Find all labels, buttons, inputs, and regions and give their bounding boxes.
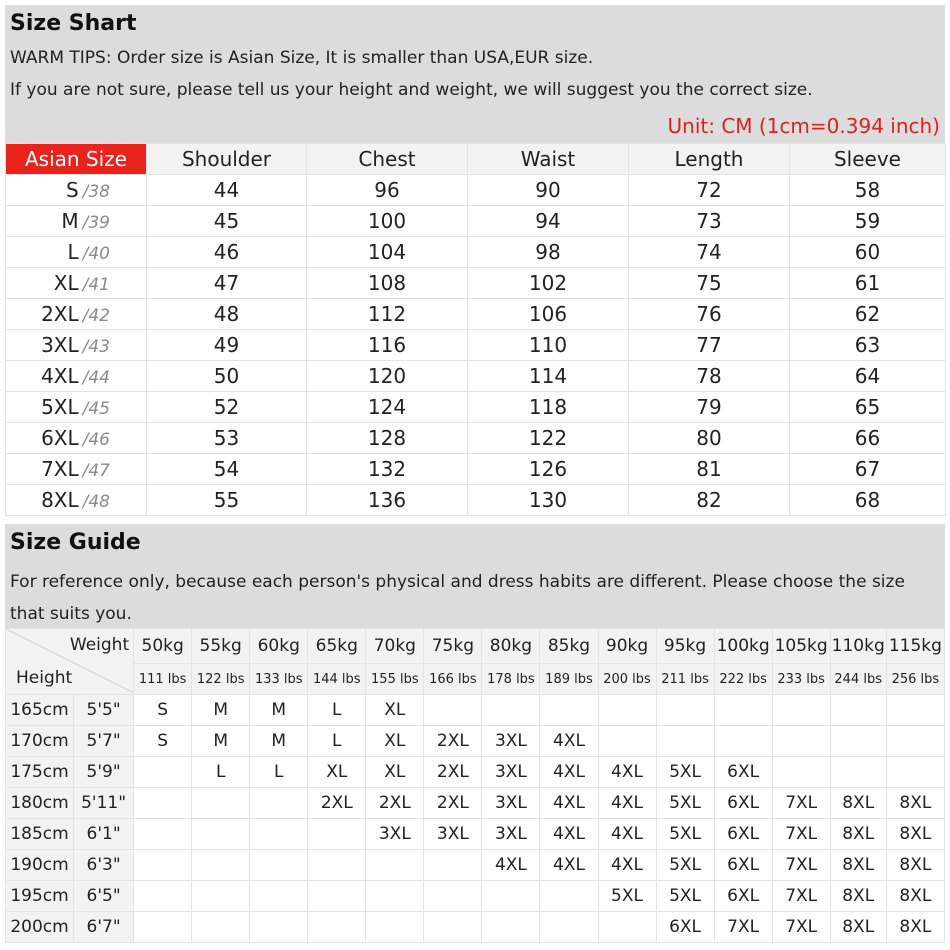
recommended-size-cell (134, 819, 192, 850)
recommended-size-cell (772, 695, 830, 726)
size-row (6, 268, 946, 299)
height-cm-cell: 190cm (6, 850, 74, 881)
measurement-cell: 50 (147, 361, 307, 392)
recommended-size-cell: 3XL (482, 757, 540, 788)
recommended-size-cell: 2XL (424, 788, 482, 819)
size-row (6, 237, 946, 268)
recommended-size-cell: 5XL (656, 850, 714, 881)
recommended-size-cell (830, 726, 886, 757)
column-header: Sleeve (790, 144, 946, 175)
measurement-cell: 66 (790, 423, 946, 454)
measurement-cell: 126 (468, 454, 629, 485)
measurement-cell: 64 (790, 361, 946, 392)
size-label: 4XL (41, 364, 79, 388)
size-label: 6XL (41, 426, 79, 450)
size-cell (6, 423, 147, 454)
size-cell (6, 392, 147, 423)
recommended-size-cell (772, 757, 830, 788)
recommended-size-cell: 5XL (598, 881, 656, 912)
recommended-size-cell (366, 912, 424, 943)
recommended-size-cell (134, 912, 192, 943)
recommended-size-cell: 3XL (482, 788, 540, 819)
size-row (6, 330, 946, 361)
size-row (6, 299, 946, 330)
measurement-cell: 104 (307, 237, 468, 268)
height-ft-cell: 5'7" (74, 726, 134, 757)
measurement-cell: 77 (629, 330, 790, 361)
recommended-size-cell (192, 881, 250, 912)
size-guide-description: For reference only, because each person's physical and dress habits are different. Please choose the size that suits you. (10, 572, 905, 624)
recommended-size-cell: S (134, 695, 192, 726)
size-chart-section (5, 5, 945, 517)
recommended-size-cell (830, 695, 886, 726)
height-row (6, 695, 945, 726)
recommended-size-cell: 8XL (886, 850, 944, 881)
size-label: M (61, 209, 79, 233)
recommended-size-cell: XL (366, 695, 424, 726)
recommended-size-cell: M (192, 695, 250, 726)
height-row (6, 850, 945, 881)
measurement-cell: 48 (147, 299, 307, 330)
height-axis-label: Height (16, 668, 73, 688)
measurement-cell: 82 (629, 485, 790, 516)
measurement-cell: 108 (307, 268, 468, 299)
size-row (6, 392, 946, 423)
column-header: Chest (307, 144, 468, 175)
recommended-size-cell: M (250, 726, 308, 757)
recommended-size-cell: 5XL (656, 881, 714, 912)
warm-tips-line: WARM TIPS: Order size is Asian Size, It is smaller than USA,EUR size. (10, 48, 594, 68)
weight-kg-cell: 50kg (134, 629, 192, 664)
height-cm-cell: 185cm (6, 819, 74, 850)
weight-kg-cell: 80kg (482, 629, 540, 664)
recommended-size-cell: 3XL (424, 819, 482, 850)
recommended-size-cell: 6XL (656, 912, 714, 943)
height-row (6, 912, 945, 943)
height-ft-cell: 5'11" (74, 788, 134, 819)
measurement-cell: 63 (790, 330, 946, 361)
height-row (6, 726, 945, 757)
height-row (6, 819, 945, 850)
size-label: 7XL (41, 457, 79, 481)
recommended-size-cell (134, 788, 192, 819)
recommended-size-cell: XL (308, 757, 366, 788)
measurement-cell: 55 (147, 485, 307, 516)
recommended-size-cell: 6XL (714, 850, 772, 881)
weight-kg-cell: 110kg (830, 629, 886, 664)
weight-lbs-cell: 155 lbs (366, 664, 424, 695)
weight-kg-cell: 60kg (250, 629, 308, 664)
recommended-size-cell (250, 788, 308, 819)
measurement-cell: 116 (307, 330, 468, 361)
recommended-size-cell (886, 695, 944, 726)
size-cell (6, 175, 147, 206)
recommended-size-cell: 6XL (714, 788, 772, 819)
weight-axis-label: Weight (69, 635, 130, 655)
size-guide-title: Size Guide (10, 530, 141, 555)
measurement-cell: 61 (790, 268, 946, 299)
size-label: L (67, 240, 79, 264)
recommended-size-cell: 7XL (772, 881, 830, 912)
recommended-size-cell: 8XL (830, 850, 886, 881)
recommended-size-cell (656, 726, 714, 757)
recommended-size-cell (714, 695, 772, 726)
recommended-size-cell (482, 881, 540, 912)
size-guide-body (6, 629, 945, 943)
eu-size-label: /47 (82, 461, 110, 481)
column-header: Shoulder (147, 144, 307, 175)
measurement-cell: 114 (468, 361, 629, 392)
recommended-size-cell: 4XL (540, 757, 598, 788)
weight-lbs-cell: 256 lbs (886, 664, 944, 695)
size-chart-body (6, 175, 946, 516)
recommended-size-cell: 7XL (772, 912, 830, 943)
recommended-size-cell (424, 695, 482, 726)
measurement-cell: 136 (307, 485, 468, 516)
measurement-cell: 98 (468, 237, 629, 268)
size-guide-section (5, 524, 945, 944)
height-cm-cell: 195cm (6, 881, 74, 912)
weight-kg-cell: 55kg (192, 629, 250, 664)
weight-kg-cell: 100kg (714, 629, 772, 664)
measurement-cell: 96 (307, 175, 468, 206)
measurement-cell: 90 (468, 175, 629, 206)
recommended-size-cell: 6XL (714, 819, 772, 850)
recommended-size-cell: 8XL (830, 788, 886, 819)
size-cell (6, 485, 147, 516)
measurement-cell: 65 (790, 392, 946, 423)
measurement-cell: 76 (629, 299, 790, 330)
column-header: Waist (468, 144, 629, 175)
weight-kg-cell: 70kg (366, 629, 424, 664)
weight-kg-cell: 65kg (308, 629, 366, 664)
recommended-size-cell (598, 726, 656, 757)
measurement-cell: 81 (629, 454, 790, 485)
recommended-size-cell: M (192, 726, 250, 757)
unit-note: Unit: CM (1cm=0.394 inch) (667, 114, 940, 138)
recommended-size-cell: 8XL (886, 788, 944, 819)
recommended-size-cell (424, 912, 482, 943)
recommended-size-cell (598, 912, 656, 943)
recommended-size-cell: L (308, 695, 366, 726)
recommended-size-cell (250, 912, 308, 943)
weight-kg-row (6, 629, 945, 664)
recommended-size-cell: 7XL (772, 850, 830, 881)
recommended-size-cell: 8XL (886, 819, 944, 850)
recommended-size-cell: 6XL (714, 881, 772, 912)
measurement-cell: 73 (629, 206, 790, 237)
recommended-size-cell (830, 757, 886, 788)
size-label: 2XL (41, 302, 79, 326)
measurement-cell: 100 (307, 206, 468, 237)
recommended-size-cell (134, 757, 192, 788)
recommended-size-cell (714, 726, 772, 757)
recommended-size-cell (250, 850, 308, 881)
recommended-size-cell: 5XL (656, 757, 714, 788)
weight-lbs-cell: 189 lbs (540, 664, 598, 695)
recommended-size-cell (656, 695, 714, 726)
recommended-size-cell: 8XL (830, 819, 886, 850)
weight-lbs-cell: 166 lbs (424, 664, 482, 695)
height-cm-cell: 165cm (6, 695, 74, 726)
measurement-cell: 47 (147, 268, 307, 299)
height-cm-cell: 170cm (6, 726, 74, 757)
measurement-cell: 79 (629, 392, 790, 423)
size-cell (6, 361, 147, 392)
eu-size-label: /48 (82, 492, 110, 512)
weight-kg-cell: 105kg (772, 629, 830, 664)
size-row (6, 423, 946, 454)
height-row (6, 881, 945, 912)
recommended-size-cell (192, 850, 250, 881)
recommended-size-cell: 4XL (482, 850, 540, 881)
height-weight-tip-line: If you are not sure, please tell us your height and weight, we will suggest you the correct size. (10, 80, 813, 100)
size-chart-header-row (6, 144, 946, 175)
size-row (6, 454, 946, 485)
recommended-size-cell (540, 881, 598, 912)
measurement-cell: 58 (790, 175, 946, 206)
recommended-size-cell: 7XL (772, 788, 830, 819)
eu-size-label: /45 (82, 399, 110, 419)
recommended-size-cell: 8XL (886, 912, 944, 943)
recommended-size-cell (308, 819, 366, 850)
recommended-size-cell (482, 695, 540, 726)
recommended-size-cell (250, 819, 308, 850)
size-label: S (65, 178, 79, 202)
height-row (6, 757, 945, 788)
recommended-size-cell (308, 850, 366, 881)
measurement-cell: 132 (307, 454, 468, 485)
size-chart-header (5, 5, 945, 143)
size-chart-table (5, 143, 946, 516)
eu-size-label: /46 (82, 430, 110, 450)
measurement-cell: 94 (468, 206, 629, 237)
size-guide-table (5, 628, 945, 943)
measurement-cell: 46 (147, 237, 307, 268)
recommended-size-cell (308, 881, 366, 912)
height-ft-cell: 6'5" (74, 881, 134, 912)
measurement-cell: 72 (629, 175, 790, 206)
recommended-size-cell: 3XL (482, 819, 540, 850)
recommended-size-cell: 7XL (772, 819, 830, 850)
size-row (6, 175, 946, 206)
measurement-cell: 62 (790, 299, 946, 330)
recommended-size-cell (424, 850, 482, 881)
asian-size-header: Asian Size (6, 144, 147, 175)
eu-size-label: /39 (82, 213, 110, 233)
measurement-cell: 49 (147, 330, 307, 361)
recommended-size-cell: S (134, 726, 192, 757)
recommended-size-cell: 5XL (656, 788, 714, 819)
weight-lbs-cell: 178 lbs (482, 664, 540, 695)
measurement-cell: 59 (790, 206, 946, 237)
weight-kg-cell: 85kg (540, 629, 598, 664)
measurement-cell: 78 (629, 361, 790, 392)
recommended-size-cell: XL (366, 757, 424, 788)
recommended-size-cell (886, 757, 944, 788)
recommended-size-cell (192, 912, 250, 943)
recommended-size-cell (308, 912, 366, 943)
measurement-cell: 122 (468, 423, 629, 454)
recommended-size-cell: L (250, 757, 308, 788)
height-ft-cell: 5'5" (74, 695, 134, 726)
recommended-size-cell: 5XL (656, 819, 714, 850)
recommended-size-cell: 4XL (598, 819, 656, 850)
recommended-size-cell (886, 726, 944, 757)
recommended-size-cell (134, 850, 192, 881)
recommended-size-cell: 4XL (540, 788, 598, 819)
size-cell (6, 268, 147, 299)
eu-size-label: /40 (82, 244, 110, 264)
weight-kg-cell: 90kg (598, 629, 656, 664)
weight-lbs-cell: 133 lbs (250, 664, 308, 695)
size-cell (6, 237, 147, 268)
eu-size-label: /38 (82, 182, 110, 202)
recommended-size-cell: 4XL (540, 819, 598, 850)
recommended-size-cell: 8XL (830, 881, 886, 912)
recommended-size-cell: 4XL (598, 788, 656, 819)
size-row (6, 485, 946, 516)
height-ft-cell: 6'7" (74, 912, 134, 943)
recommended-size-cell (250, 881, 308, 912)
recommended-size-cell: M (250, 695, 308, 726)
height-ft-cell: 5'9" (74, 757, 134, 788)
size-guide-header (5, 524, 945, 628)
weight-kg-cell: 75kg (424, 629, 482, 664)
weight-lbs-cell: 222 lbs (714, 664, 772, 695)
weight-lbs-cell: 111 lbs (134, 664, 192, 695)
weight-lbs-cell: 233 lbs (772, 664, 830, 695)
height-ft-cell: 6'3" (74, 850, 134, 881)
size-label: 5XL (41, 395, 79, 419)
measurement-cell: 44 (147, 175, 307, 206)
measurement-cell: 75 (629, 268, 790, 299)
recommended-size-cell: 4XL (540, 726, 598, 757)
measurement-cell: 67 (790, 454, 946, 485)
recommended-size-cell: 2XL (424, 726, 482, 757)
column-header: Length (629, 144, 790, 175)
measurement-cell: 60 (790, 237, 946, 268)
measurement-cell: 102 (468, 268, 629, 299)
size-label: 8XL (41, 488, 79, 512)
recommended-size-cell: XL (366, 726, 424, 757)
measurement-cell: 110 (468, 330, 629, 361)
size-cell (6, 454, 147, 485)
weight-lbs-cell: 211 lbs (656, 664, 714, 695)
weight-lbs-cell: 244 lbs (830, 664, 886, 695)
eu-size-label: /41 (82, 275, 110, 295)
eu-size-label: /42 (82, 306, 110, 326)
measurement-cell: 120 (307, 361, 468, 392)
measurement-cell: 80 (629, 423, 790, 454)
recommended-size-cell: 4XL (598, 850, 656, 881)
weight-lbs-cell: 144 lbs (308, 664, 366, 695)
recommended-size-cell: 2XL (308, 788, 366, 819)
recommended-size-cell: 6XL (714, 757, 772, 788)
weight-lbs-cell: 122 lbs (192, 664, 250, 695)
measurement-cell: 118 (468, 392, 629, 423)
recommended-size-cell (134, 881, 192, 912)
recommended-size-cell: 2XL (424, 757, 482, 788)
recommended-size-cell: L (308, 726, 366, 757)
size-cell (6, 206, 147, 237)
weight-kg-cell: 115kg (886, 629, 944, 664)
recommended-size-cell: 3XL (366, 819, 424, 850)
measurement-cell: 53 (147, 423, 307, 454)
weight-lbs-row (6, 664, 945, 695)
measurement-cell: 124 (307, 392, 468, 423)
height-cm-cell: 175cm (6, 757, 74, 788)
measurement-cell: 54 (147, 454, 307, 485)
size-label: XL (53, 271, 79, 295)
size-label: 3XL (41, 333, 79, 357)
recommended-size-cell: 3XL (482, 726, 540, 757)
height-cm-cell: 200cm (6, 912, 74, 943)
measurement-cell: 52 (147, 392, 307, 423)
weight-kg-cell: 95kg (656, 629, 714, 664)
size-row (6, 361, 946, 392)
recommended-size-cell: 2XL (366, 788, 424, 819)
eu-size-label: /43 (82, 337, 110, 357)
size-cell (6, 299, 147, 330)
recommended-size-cell: 7XL (714, 912, 772, 943)
recommended-size-cell (772, 726, 830, 757)
measurement-cell: 68 (790, 485, 946, 516)
recommended-size-cell (540, 912, 598, 943)
measurement-cell: 128 (307, 423, 468, 454)
recommended-size-cell (192, 819, 250, 850)
recommended-size-cell: 4XL (540, 850, 598, 881)
eu-size-label: /44 (82, 368, 110, 388)
measurement-cell: 74 (629, 237, 790, 268)
recommended-size-cell (424, 881, 482, 912)
recommended-size-cell (598, 695, 656, 726)
recommended-size-cell (540, 695, 598, 726)
recommended-size-cell (366, 850, 424, 881)
recommended-size-cell (192, 788, 250, 819)
size-chart-title: Size Shart (10, 11, 137, 36)
height-row (6, 788, 945, 819)
recommended-size-cell: L (192, 757, 250, 788)
recommended-size-cell: 4XL (598, 757, 656, 788)
weight-lbs-cell: 200 lbs (598, 664, 656, 695)
height-ft-cell: 6'1" (74, 819, 134, 850)
recommended-size-cell (482, 912, 540, 943)
size-row (6, 206, 946, 237)
recommended-size-cell (366, 881, 424, 912)
measurement-cell: 45 (147, 206, 307, 237)
measurement-cell: 106 (468, 299, 629, 330)
recommended-size-cell: 8XL (886, 881, 944, 912)
measurement-cell: 130 (468, 485, 629, 516)
measurement-cell: 112 (307, 299, 468, 330)
height-cm-cell: 180cm (6, 788, 74, 819)
size-cell (6, 330, 147, 361)
recommended-size-cell: 8XL (830, 912, 886, 943)
weight-height-corner (6, 629, 134, 695)
